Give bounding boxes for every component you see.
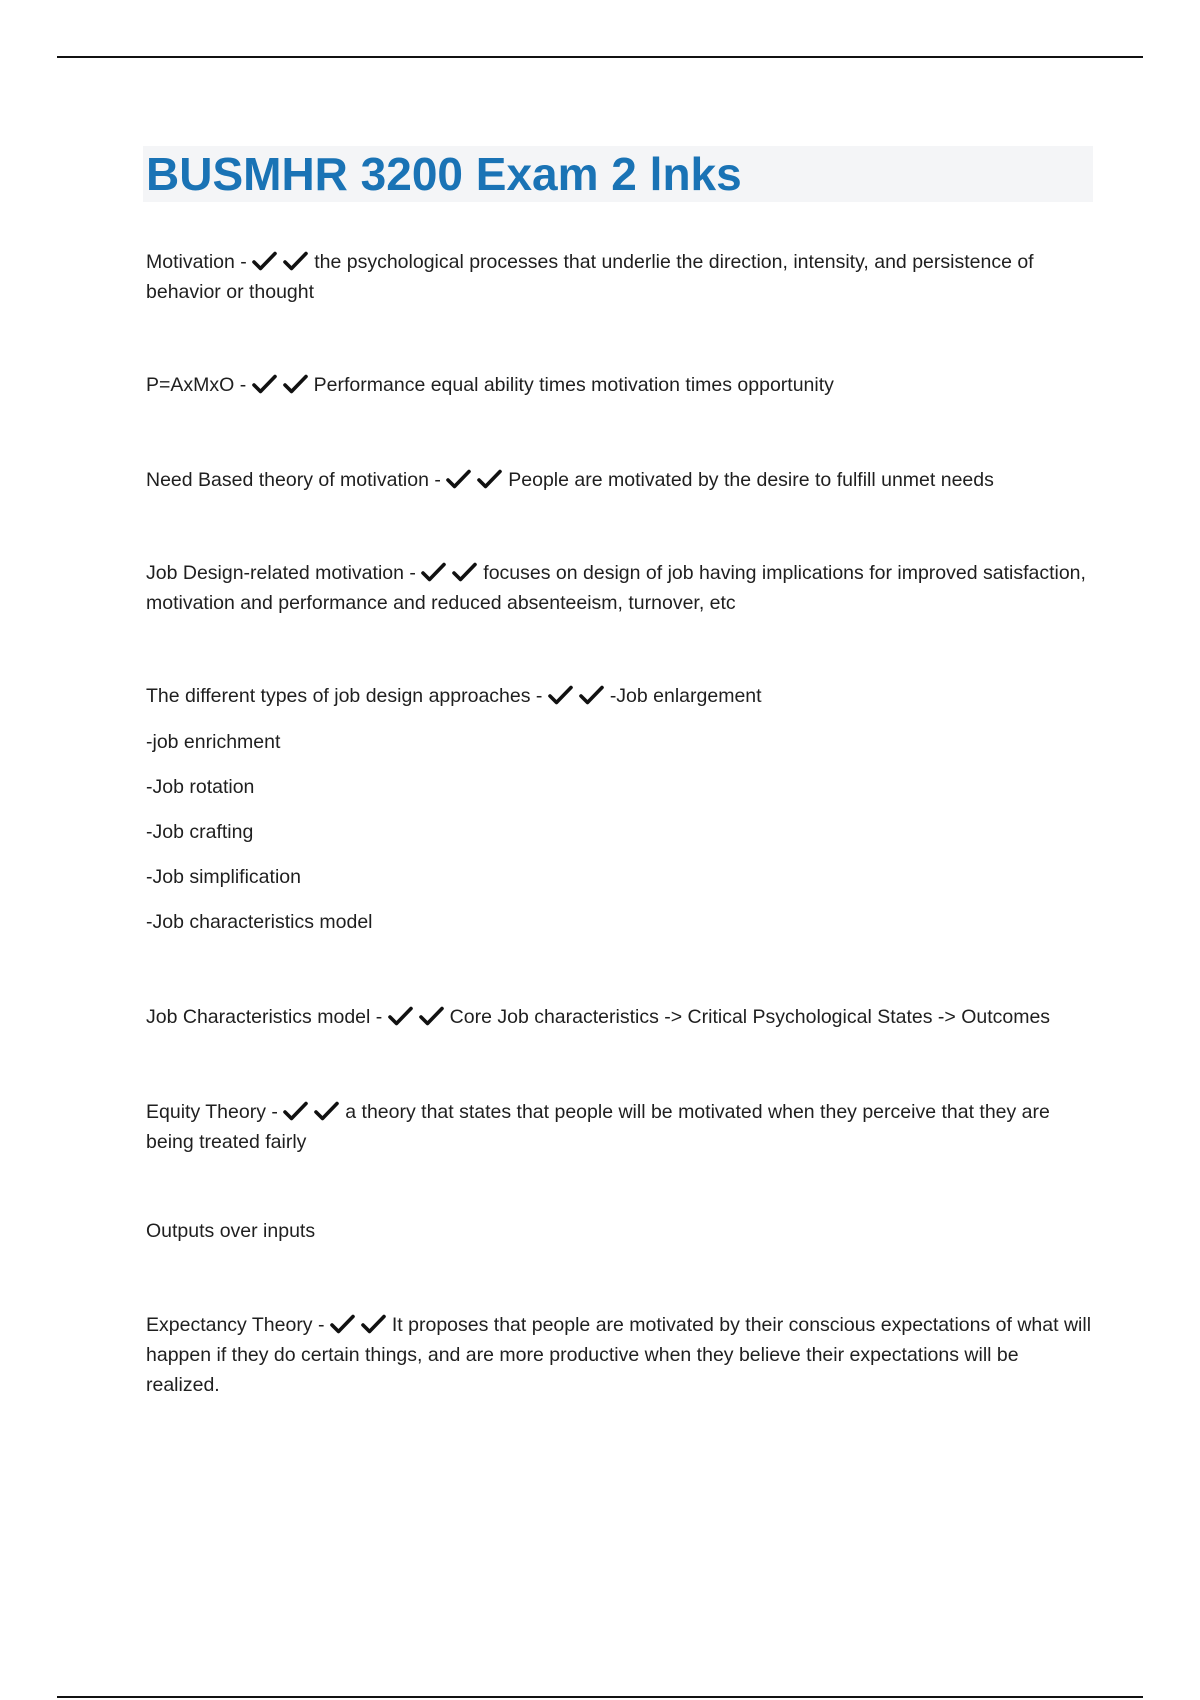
list-item: -Job rotation	[146, 776, 255, 798]
entry-motivation	[146, 247, 1096, 307]
check-mark-icon	[283, 374, 308, 394]
check-mark-icon	[252, 374, 277, 394]
entry-outputs-over-inputs	[146, 1216, 1096, 1246]
entry-term: Need Based theory of motivation -	[146, 469, 447, 491]
check-mark-icon	[446, 469, 471, 489]
entry-term: Job Characteristics model -	[146, 1006, 388, 1028]
entry-term: The different types of job design approaches -	[146, 685, 548, 707]
check-mark-icon	[548, 685, 573, 705]
list-item: -Job simplification	[146, 866, 301, 888]
check-mark-icon	[579, 685, 604, 705]
entry-definition: focuses on design of job having implications for improved satisfaction, motivation and performance and reduced absenteeism, turnover, etc	[146, 562, 1086, 614]
list-item: -job enrichment	[146, 731, 281, 753]
entry-term: Job Design-related motivation -	[146, 562, 422, 584]
top-rule	[57, 56, 1143, 58]
entry-definition: the psychological processes that underlie the direction, intensity, and persistence of behavior or thought	[146, 251, 1034, 303]
entry-equity-theory	[146, 1097, 1096, 1157]
check-mark-icon	[252, 251, 277, 271]
entry-term: Expectancy Theory -	[146, 1314, 330, 1336]
entry-term: Equity Theory -	[146, 1101, 284, 1123]
document-title: BUSMHR 3200 Exam 2 lnks	[146, 148, 742, 200]
check-mark-icon	[388, 1006, 413, 1026]
check-mark-icon	[283, 1101, 308, 1121]
approaches-list	[146, 727, 1096, 937]
entry-expectancy-theory	[146, 1310, 1096, 1400]
list-item: -Job characteristics model	[146, 911, 373, 933]
bottom-rule	[57, 1696, 1143, 1698]
check-mark-icon	[314, 1101, 339, 1121]
check-mark-icon	[283, 251, 308, 271]
check-mark-icon	[361, 1314, 386, 1334]
entry-definition: People are motivated by the desire to fulfill unmet needs	[508, 469, 994, 491]
check-mark-icon	[330, 1314, 355, 1334]
entry-paxmxo	[146, 370, 1096, 400]
entry-job-characteristics-model	[146, 1002, 1096, 1032]
entry-job-design-motivation	[146, 558, 1096, 618]
entry-text: Outputs over inputs	[146, 1220, 316, 1242]
entry-job-design-approaches	[146, 681, 1096, 952]
entry-definition: Core Job characteristics -> Critical Psychological States -> Outcomes	[449, 1006, 1051, 1028]
list-item: -Job crafting	[146, 821, 254, 843]
check-mark-icon	[421, 562, 446, 582]
check-mark-icon	[419, 1006, 444, 1026]
entry-term: P=AxMxO -	[146, 374, 252, 396]
entry-definition: Performance equal ability times motivation times opportunity	[313, 374, 834, 396]
entry-need-based-theory	[146, 465, 1096, 495]
entry-definition: -Job enlargement	[609, 685, 762, 707]
check-mark-icon	[477, 469, 502, 489]
check-mark-icon	[452, 562, 477, 582]
entry-definition: It proposes that people are motivated by their conscious expectations of what will happen if they do certain things, and are more productive when they believe their expectations will be realized.	[146, 1314, 1092, 1396]
entry-definition: a theory that states that people will be motivated when they perceive that they are being treated fairly	[146, 1101, 1050, 1153]
entry-term: Motivation -	[146, 251, 253, 273]
